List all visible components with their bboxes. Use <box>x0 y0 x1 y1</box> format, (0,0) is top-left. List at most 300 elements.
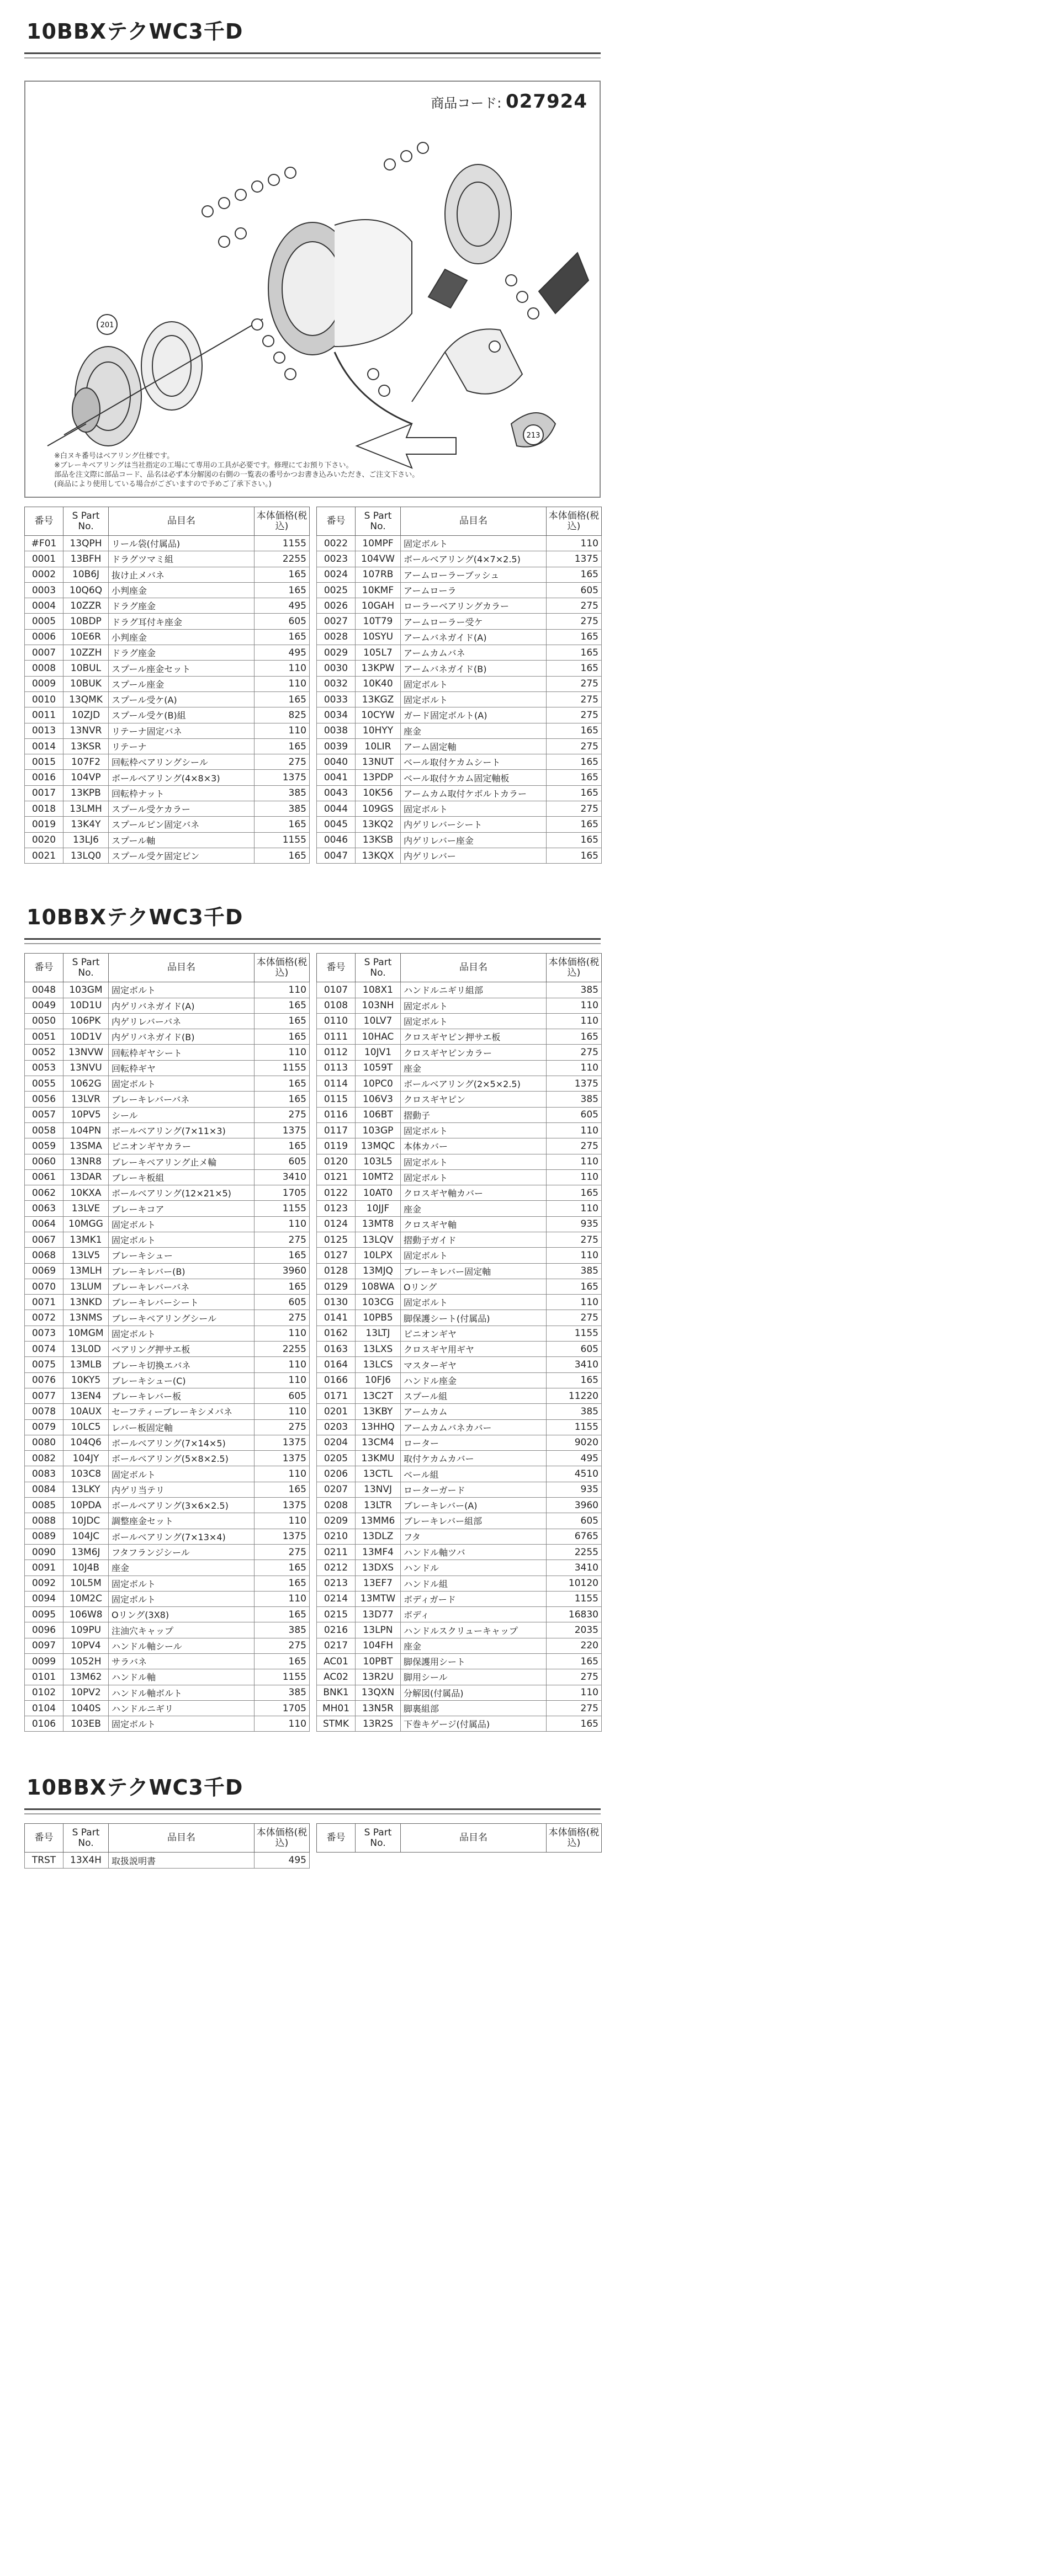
cell-price: 165 <box>255 738 310 754</box>
cell-price: 935 <box>547 1482 602 1497</box>
cell-part-no: 13LPN <box>356 1622 401 1638</box>
cell-number: TRST <box>25 1853 63 1868</box>
cell-number: STMK <box>317 1716 356 1732</box>
cell-item-name: 脚裏組部 <box>401 1700 547 1716</box>
cell-number: 0050 <box>25 1013 63 1029</box>
cell-part-no: 10MT2 <box>356 1169 401 1185</box>
cell-part-no: 10LPX <box>356 1248 401 1263</box>
cell-item-name: 固定ボルト <box>401 1154 547 1169</box>
cell-number: AC01 <box>317 1654 356 1669</box>
page-column <box>24 0 601 1869</box>
table-row <box>317 1607 602 1622</box>
cell-number: 0111 <box>317 1029 356 1045</box>
cell-number: 0010 <box>25 691 63 707</box>
cell-number: 0057 <box>25 1107 63 1122</box>
cell-part-no: 13CTL <box>356 1466 401 1482</box>
cell-number: 0127 <box>317 1248 356 1263</box>
cell-part-no: 10HAC <box>356 1029 401 1045</box>
cell-number: 0215 <box>317 1607 356 1622</box>
cell-number: 0204 <box>317 1435 356 1450</box>
header-price: 本体価格(税込) <box>547 1824 602 1853</box>
table-row <box>317 770 602 785</box>
cell-item-name: ブレーキベアリングシール <box>109 1310 255 1326</box>
cell-number: 0201 <box>317 1404 356 1419</box>
cell-item-name: マスターギヤ <box>401 1357 547 1372</box>
cell-price: 10120 <box>547 1576 602 1591</box>
cell-price: 165 <box>547 567 602 582</box>
cell-item-name: セーフティーブレーキシメバネ <box>109 1404 255 1419</box>
table-row <box>317 1029 602 1045</box>
table-row <box>317 723 602 738</box>
cell-number: 0091 <box>25 1560 63 1576</box>
cell-item-name: ドラグツマミ組 <box>109 551 255 567</box>
cell-part-no: 10BUL <box>63 661 109 676</box>
cell-number: 0022 <box>317 536 356 551</box>
header-item-name: 品目名 <box>401 507 547 536</box>
cell-number: 0107 <box>317 982 356 998</box>
cell-number: 0041 <box>317 770 356 785</box>
cell-number: 0094 <box>25 1591 63 1606</box>
cell-price: 1155 <box>255 1669 310 1685</box>
cell-part-no: 104JY <box>63 1451 109 1466</box>
cell-number: 0060 <box>25 1154 63 1169</box>
cell-number: 0209 <box>317 1513 356 1529</box>
cell-part-no: 103GM <box>63 982 109 998</box>
cell-price: 110 <box>255 1716 310 1732</box>
cell-part-no: 105L7 <box>356 645 401 661</box>
cell-part-no: 10KMF <box>356 582 401 598</box>
cell-price: 110 <box>255 1372 310 1388</box>
cell-price: 110 <box>255 1404 310 1419</box>
header-item-name: 品目名 <box>109 507 255 536</box>
cell-price: 1375 <box>255 1122 310 1138</box>
cell-part-no: 10AUX <box>63 1404 109 1419</box>
cell-number: 0085 <box>25 1498 63 1513</box>
cell-item-name: ベール取付ケカム固定軸板 <box>401 770 547 785</box>
cell-number: 0088 <box>25 1513 63 1529</box>
cell-price: 385 <box>547 1404 602 1419</box>
cell-part-no: 10PV4 <box>63 1638 109 1653</box>
parts-tables-1 <box>24 507 601 864</box>
cell-number: 0034 <box>317 707 356 723</box>
cell-number: 0014 <box>25 738 63 754</box>
cell-number: 0045 <box>317 817 356 832</box>
table-header-row <box>25 507 310 536</box>
cell-item-name: 本体カバー <box>401 1138 547 1154</box>
cell-item-name: ボールベアリング(3×6×2.5) <box>109 1498 255 1513</box>
table-row <box>25 1029 310 1045</box>
cell-part-no: 13MTW <box>356 1591 401 1606</box>
cell-item-name: ハンドル軸 <box>109 1669 255 1685</box>
cell-price: 165 <box>547 770 602 785</box>
table-row <box>317 691 602 707</box>
cell-part-no: 103GP <box>356 1122 401 1138</box>
cell-item-name: ボールベアリング(4×8×3) <box>109 770 255 785</box>
cell-item-name: 小判座金 <box>109 629 255 645</box>
cell-item-name: アームカム <box>401 1404 547 1419</box>
cell-part-no: 13QPH <box>63 536 109 551</box>
cell-part-no: 10AT0 <box>356 1185 401 1201</box>
cell-item-name: ボールベアリング(5×8×2.5) <box>109 1451 255 1466</box>
cell-number: 0029 <box>317 645 356 661</box>
cell-price: 1375 <box>547 1076 602 1092</box>
cell-price: 825 <box>255 707 310 723</box>
table-row <box>25 1466 310 1482</box>
cell-item-name: ローラーベアリングカラー <box>401 598 547 614</box>
cell-part-no: 13MM6 <box>356 1513 401 1529</box>
cell-number: 0084 <box>25 1482 63 1497</box>
cell-item-name: ブレーキシュー(C) <box>109 1372 255 1388</box>
cell-part-no: 13NVU <box>63 1060 109 1076</box>
cell-part-no: 13D77 <box>356 1607 401 1622</box>
cell-number: 0080 <box>25 1435 63 1450</box>
cell-price: 275 <box>547 1700 602 1716</box>
cell-price: 1375 <box>255 1529 310 1544</box>
table-row <box>25 1216 310 1232</box>
cell-part-no: 13C2T <box>356 1388 401 1403</box>
cell-price: 110 <box>547 1154 602 1169</box>
cell-item-name: ピニオンギヤ <box>401 1326 547 1341</box>
cell-number: 0026 <box>317 598 356 614</box>
cell-price: 3960 <box>547 1498 602 1513</box>
cell-part-no: 108WA <box>356 1279 401 1294</box>
cell-item-name: ブレーキコア <box>109 1201 255 1216</box>
cell-price: 385 <box>547 982 602 998</box>
cell-price: 165 <box>255 1560 310 1576</box>
cell-item-name: 固定ボルト <box>109 1591 255 1606</box>
table-row <box>317 1263 602 1279</box>
cell-item-name: 回転枠ギヤ <box>109 1060 255 1076</box>
table-row <box>25 1248 310 1263</box>
cell-number: 0121 <box>317 1169 356 1185</box>
cell-item-name: スプール受ケ(A) <box>109 691 255 707</box>
table-row <box>25 661 310 676</box>
parts-tables-2 <box>24 953 601 1732</box>
cell-number: 0114 <box>317 1076 356 1092</box>
cell-price: 165 <box>547 1654 602 1669</box>
note-line: ※ブレーキベアリングは当社指定の工場にて専用の工具が必要です。修理にてお預り下さい。 <box>54 461 353 470</box>
cell-price: 275 <box>547 691 602 707</box>
cell-number: BNK1 <box>317 1685 356 1700</box>
cell-item-name: 内ゲリ当テリ <box>109 1482 255 1497</box>
cell-price: 110 <box>255 1513 310 1529</box>
table-row <box>317 1435 602 1450</box>
cell-price: 165 <box>255 1482 310 1497</box>
cell-item-name: スプール受ケ固定ピン <box>109 848 255 863</box>
cell-item-name: 固定ボルト <box>401 676 547 691</box>
cell-price: 275 <box>547 738 602 754</box>
cell-price: 165 <box>547 832 602 848</box>
cell-number: 0206 <box>317 1466 356 1482</box>
table-row <box>25 1513 310 1529</box>
cell-part-no: 13MJQ <box>356 1263 401 1279</box>
cell-part-no: 13NVR <box>63 723 109 738</box>
cell-part-no: 107F2 <box>63 754 109 770</box>
cell-item-name: クロスギヤ軸 <box>401 1216 547 1232</box>
cell-part-no: 13R2U <box>356 1669 401 1685</box>
cell-number: 0032 <box>317 676 356 691</box>
cell-price: 110 <box>547 1060 602 1076</box>
cell-item-name: スプール受ケ(B)組 <box>109 707 255 723</box>
cell-price: 605 <box>255 1295 310 1310</box>
cell-item-name: 固定ボルト <box>401 1013 547 1029</box>
cell-price: 1155 <box>547 1419 602 1435</box>
table-row <box>317 1685 602 1700</box>
cell-price: 165 <box>255 1138 310 1154</box>
cell-price: 165 <box>547 817 602 832</box>
table-row <box>25 1342 310 1357</box>
cell-number: 0214 <box>317 1591 356 1606</box>
cell-price: 1155 <box>547 1326 602 1341</box>
cell-price: 165 <box>255 582 310 598</box>
table-header-row <box>25 1824 310 1853</box>
table-row <box>25 817 310 832</box>
cell-price: 3960 <box>255 1263 310 1279</box>
cell-price: 495 <box>547 1451 602 1466</box>
cell-price: 110 <box>255 723 310 738</box>
header-price: 本体価格(税込) <box>547 954 602 982</box>
cell-item-name: サラバネ <box>109 1654 255 1669</box>
cell-number: 0120 <box>317 1154 356 1169</box>
cell-number: 0090 <box>25 1544 63 1560</box>
cell-part-no: 13HHQ <box>356 1419 401 1435</box>
cell-item-name: 脚保護シート(付属品) <box>401 1310 547 1326</box>
table-row <box>317 754 602 770</box>
cell-part-no: 10MGM <box>63 1326 109 1341</box>
table-header-row <box>317 507 602 536</box>
cell-part-no: 13LTR <box>356 1498 401 1513</box>
cell-part-no: 104Q6 <box>63 1435 109 1450</box>
cell-number: 0009 <box>25 676 63 691</box>
cell-item-name: クロスギヤピン押サエ板 <box>401 1029 547 1045</box>
cell-part-no: 10T79 <box>356 614 401 629</box>
header-part-no: S Part No. <box>63 507 109 536</box>
table-row <box>317 1076 602 1092</box>
table-row <box>317 1498 602 1513</box>
table-row <box>317 848 602 863</box>
cell-number: 0083 <box>25 1466 63 1482</box>
cell-price: 1155 <box>255 1201 310 1216</box>
table-row <box>25 1279 310 1294</box>
cell-price: 605 <box>547 1513 602 1529</box>
cell-item-name: 小判座金 <box>109 582 255 598</box>
cell-number: 0095 <box>25 1607 63 1622</box>
cell-part-no: 13KPB <box>63 785 109 801</box>
cell-part-no: 13EF7 <box>356 1576 401 1591</box>
cell-number: 0018 <box>25 801 63 817</box>
cell-item-name: 内ゲリレバーシート <box>401 817 547 832</box>
cell-number: 0074 <box>25 1342 63 1357</box>
cell-part-no: 103NH <box>356 998 401 1013</box>
cell-item-name: 固定ボルト <box>401 1295 547 1310</box>
cell-price: 165 <box>547 723 602 738</box>
table-row <box>25 1654 310 1669</box>
table-row <box>317 738 602 754</box>
cell-item-name: スプールピン固定バネ <box>109 817 255 832</box>
cell-price: 4510 <box>547 1466 602 1482</box>
cell-number: 0008 <box>25 661 63 676</box>
cell-item-name: ドラグ座金 <box>109 598 255 614</box>
cell-number: 0052 <box>25 1045 63 1060</box>
cell-number: 0072 <box>25 1310 63 1326</box>
table-row <box>25 754 310 770</box>
cell-part-no: 13KSB <box>356 832 401 848</box>
cell-price: 6765 <box>547 1529 602 1544</box>
table-row <box>25 1435 310 1450</box>
header-price: 本体価格(税込) <box>255 954 310 982</box>
header-number: 番号 <box>317 1824 356 1853</box>
table-row <box>25 691 310 707</box>
cell-item-name: 摺動子 <box>401 1107 547 1122</box>
cell-part-no: 10JJF <box>356 1201 401 1216</box>
cell-part-no: 13K4Y <box>63 817 109 832</box>
table-row <box>317 661 602 676</box>
cell-number: 0203 <box>317 1419 356 1435</box>
table-row <box>25 1013 310 1029</box>
cell-part-no: 10GAH <box>356 598 401 614</box>
table-row <box>317 1138 602 1154</box>
header-price: 本体価格(税込) <box>255 1824 310 1853</box>
cell-number: 0123 <box>317 1201 356 1216</box>
cell-item-name: フタ <box>401 1529 547 1544</box>
table-header-row <box>317 1824 602 1853</box>
cell-part-no: 13PDP <box>356 770 401 785</box>
cell-item-name: ボールベアリング(2×5×2.5) <box>401 1076 547 1092</box>
cell-item-name: アーム固定軸 <box>401 738 547 754</box>
note-line: ※白ヌキ番号はベアリング仕様です。 <box>54 452 174 460</box>
cell-item-name: 内ゲリバネガイド(A) <box>109 998 255 1013</box>
header-part-no: S Part No. <box>63 1824 109 1853</box>
cell-number: 0044 <box>317 801 356 817</box>
table-row <box>25 723 310 738</box>
cell-number: 0112 <box>317 1045 356 1060</box>
cell-item-name: ブレーキレバー(A) <box>401 1498 547 1513</box>
cell-part-no: 104VW <box>356 551 401 567</box>
cell-item-name: 固定ボルト <box>401 1122 547 1138</box>
cell-part-no: 13LVR <box>63 1092 109 1107</box>
cell-price: 275 <box>547 614 602 629</box>
cell-number: 0212 <box>317 1560 356 1576</box>
cell-number: 0062 <box>25 1185 63 1201</box>
cell-price: 165 <box>255 1248 310 1263</box>
cell-price: 275 <box>547 1138 602 1154</box>
cell-number: 0046 <box>317 832 356 848</box>
cell-number: 0058 <box>25 1122 63 1138</box>
cell-price: 275 <box>255 754 310 770</box>
cell-number: 0108 <box>317 998 356 1013</box>
cell-price: 165 <box>547 1279 602 1294</box>
header-part-no: S Part No. <box>63 954 109 982</box>
cell-item-name: 固定ボルト <box>401 691 547 707</box>
table-row <box>25 1591 310 1606</box>
cell-part-no: 13SMA <box>63 1138 109 1154</box>
cell-price: 110 <box>547 1013 602 1029</box>
table-row <box>317 801 602 817</box>
cell-item-name: 内ゲリレバー <box>401 848 547 863</box>
table-row <box>317 1248 602 1263</box>
cell-price: 165 <box>547 661 602 676</box>
cell-number: 0067 <box>25 1232 63 1247</box>
cell-number: 0015 <box>25 754 63 770</box>
cell-item-name: クロスギヤピン <box>401 1092 547 1107</box>
cell-price: 1155 <box>547 1591 602 1606</box>
cell-part-no: 13KBY <box>356 1404 401 1419</box>
cell-price: 1155 <box>255 1060 310 1076</box>
cell-price: 165 <box>255 1076 310 1092</box>
cell-item-name: 固定ボルト <box>109 1466 255 1482</box>
cell-part-no: 109PU <box>63 1622 109 1638</box>
cell-item-name: スプール組 <box>401 1388 547 1403</box>
cell-item-name: クロスギヤ用ギヤ <box>401 1342 547 1357</box>
cell-price: 605 <box>255 1388 310 1403</box>
table-row <box>25 1716 310 1732</box>
cell-price: 220 <box>547 1638 602 1653</box>
cell-item-name: ボールベアリング(7×14×5) <box>109 1435 255 1450</box>
cell-part-no: 10Q6Q <box>63 582 109 598</box>
parts-table <box>316 507 602 864</box>
cell-number: 0164 <box>317 1357 356 1372</box>
cell-number: 0141 <box>317 1310 356 1326</box>
cell-part-no: 13LCS <box>356 1357 401 1372</box>
cell-part-no: 13KSR <box>63 738 109 754</box>
table-row <box>317 1326 602 1341</box>
section-title-1: 10BBXテクWC3千D <box>24 0 601 54</box>
cell-price: 110 <box>255 1216 310 1232</box>
table-row <box>25 1451 310 1466</box>
table-row <box>25 676 310 691</box>
cell-item-name: 座金 <box>401 723 547 738</box>
table-row <box>25 1560 310 1576</box>
cell-number: 0210 <box>317 1529 356 1544</box>
header-number: 番号 <box>25 507 63 536</box>
table-row <box>317 785 602 801</box>
cell-part-no: 106PK <box>63 1013 109 1029</box>
table-row <box>25 1092 310 1107</box>
header-item-name: 品目名 <box>109 1824 255 1853</box>
table-row <box>317 1060 602 1076</box>
cell-part-no: 10PBT <box>356 1654 401 1669</box>
cell-part-no: 10JDC <box>63 1513 109 1529</box>
cell-item-name: 固定ボルト <box>401 801 547 817</box>
cell-item-name: ハンドル軸ボルト <box>109 1685 255 1700</box>
cell-part-no: 10FJ6 <box>356 1372 401 1388</box>
cell-item-name: 固定ボルト <box>109 1326 255 1341</box>
cell-price: 495 <box>255 1853 310 1868</box>
cell-price: 165 <box>547 1185 602 1201</box>
table-row <box>25 982 310 998</box>
cell-part-no: 13M6J <box>63 1544 109 1560</box>
table-row <box>317 1591 602 1606</box>
cell-part-no: 13KGZ <box>356 691 401 707</box>
table-row <box>25 1107 310 1122</box>
table-row <box>317 1404 602 1419</box>
cell-price: 165 <box>255 567 310 582</box>
cell-number: 0047 <box>317 848 356 863</box>
cell-number: 0205 <box>317 1451 356 1466</box>
cell-price: 385 <box>547 1092 602 1107</box>
cell-part-no: 10J4B <box>63 1560 109 1576</box>
cell-price: 165 <box>255 1013 310 1029</box>
cell-part-no: 13LVE <box>63 1201 109 1216</box>
cell-number: 0125 <box>317 1232 356 1247</box>
header-number: 番号 <box>317 954 356 982</box>
cell-part-no: 10PB5 <box>356 1310 401 1326</box>
cell-price: 3410 <box>547 1560 602 1576</box>
cell-part-no: 13LQ0 <box>63 848 109 863</box>
cell-number: 0129 <box>317 1279 356 1294</box>
cell-part-no: 10PC0 <box>356 1076 401 1092</box>
header-part-no: S Part No. <box>356 507 401 536</box>
